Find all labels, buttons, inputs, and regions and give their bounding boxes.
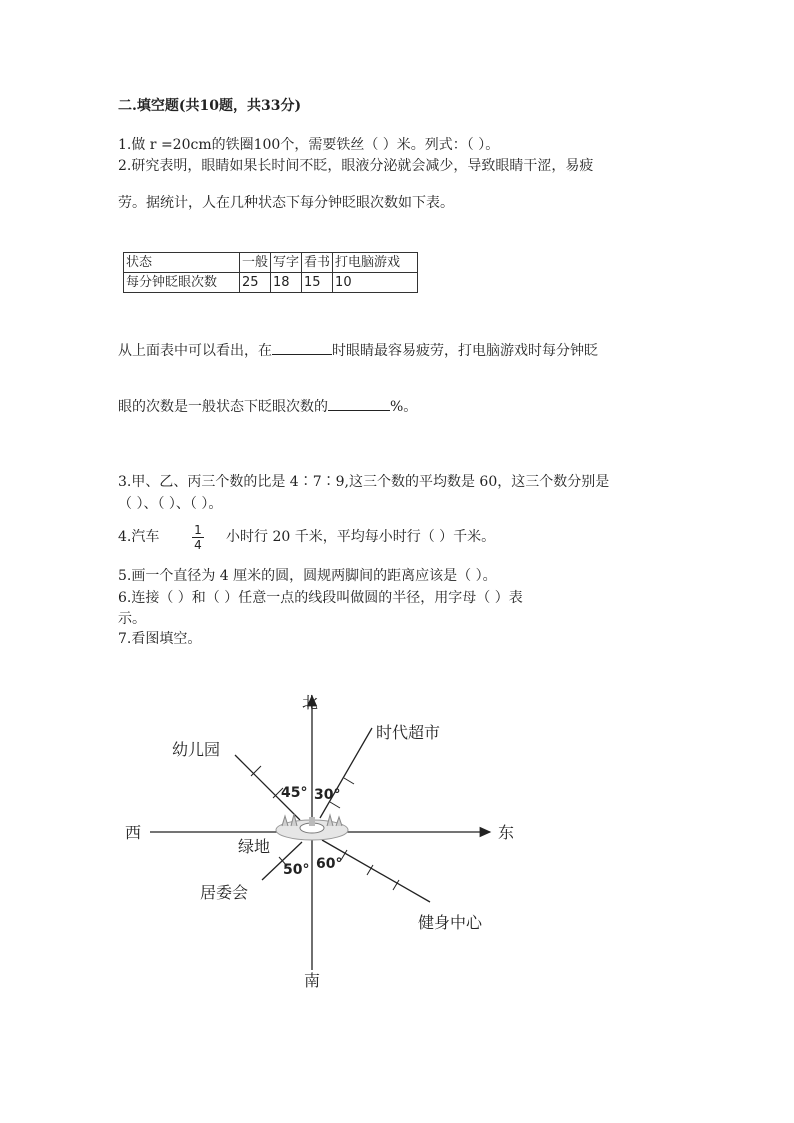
label-south: 南 xyxy=(304,971,321,990)
question-3-line-2: （ ）、（ ）、（ ）。 xyxy=(118,496,223,512)
ray-supermarket xyxy=(320,728,372,818)
angle-label-nw: 45° xyxy=(281,785,308,801)
fraction-one-quarter xyxy=(192,523,204,552)
label-green-space: 绿地 xyxy=(238,837,271,856)
ray-tick xyxy=(251,766,261,776)
fraction-numerator: 1 xyxy=(192,523,204,538)
question-4-prefix: 4.汽车 xyxy=(118,529,160,545)
fraction-denominator: 4 xyxy=(194,538,202,552)
question-5: 5.画一个直径为 4 厘米的圆，圆规两脚间的距离应该是（ ）。 xyxy=(118,568,497,584)
question-7: 7.看图填空。 xyxy=(118,631,202,647)
angle-label-se: 60° xyxy=(316,856,343,872)
text-fragment: 眼的次数是一般状态下眨眼次数的 xyxy=(118,399,328,415)
table-cell: 状态 xyxy=(124,253,240,273)
table-row xyxy=(124,273,418,293)
label-east: 东 xyxy=(498,823,515,842)
question-4-suffix: 小时行 20 千米，平均每小时行（ ）千米。 xyxy=(226,529,496,545)
table-cell: 打电脑游戏 xyxy=(333,253,418,273)
green-space-icon xyxy=(276,814,348,840)
question-2-fill-line-2 xyxy=(118,398,417,414)
angle-label-sw: 50° xyxy=(283,862,310,878)
blink-rate-table xyxy=(123,252,418,293)
label-supermarket: 时代超市 xyxy=(376,723,441,742)
question-3-line-1: 3.甲、乙、丙三个数的比是 4∶7∶9,这三个数的平均数是 60，这三个数分别是 xyxy=(118,474,610,490)
table-cell: 写字 xyxy=(271,253,302,273)
table-header-row xyxy=(124,253,418,273)
question-1: 1.做 r =20cm的铁圈100个，需要铁丝（ ）米。列式：（ ）。 xyxy=(118,137,500,153)
text-fragment: 从上面表中可以看出，在 xyxy=(118,343,272,359)
text-fragment: %。 xyxy=(390,399,418,415)
table-cell: 一般 xyxy=(240,253,271,273)
question-2-fill-line-1 xyxy=(118,342,598,358)
table-cell: 看书 xyxy=(302,253,333,273)
label-west: 西 xyxy=(125,823,142,842)
label-committee: 居委会 xyxy=(200,883,249,902)
answer-blank[interactable] xyxy=(328,398,390,411)
direction-diagram xyxy=(0,680,794,1000)
label-north: 北 xyxy=(302,693,319,712)
answer-blank[interactable] xyxy=(272,342,332,355)
ray-tick xyxy=(344,778,354,784)
angle-label-ne: 30° xyxy=(314,787,341,803)
table-cell: 10 xyxy=(333,273,418,293)
table-cell: 25 xyxy=(240,273,271,293)
table-cell: 15 xyxy=(302,273,333,293)
question-6-line-2: 示。 xyxy=(118,611,146,627)
question-2-line-2: 劳。据统计，人在几种状态下每分钟眨眼次数如下表。 xyxy=(118,195,454,211)
section-title: 二.填空题(共10题，共33分) xyxy=(118,98,302,114)
table-cell: 18 xyxy=(271,273,302,293)
label-kindergarten: 幼儿园 xyxy=(172,740,221,759)
question-2-line-1: 2.研究表明，眼睛如果长时间不眨，眼液分泌就会减少，导致眼睛干涩，易疲 xyxy=(118,158,594,174)
question-6-line-1: 6.连接（ ）和（ ）任意一点的线段叫做圆的半径，用字母（ ）表 xyxy=(118,590,523,606)
text-fragment: 时眼睛最容易疲劳，打电脑游戏时每分钟眨 xyxy=(332,343,598,359)
table-cell: 每分钟眨眼次数 xyxy=(124,273,240,293)
label-fitness-center: 健身中心 xyxy=(418,913,483,932)
